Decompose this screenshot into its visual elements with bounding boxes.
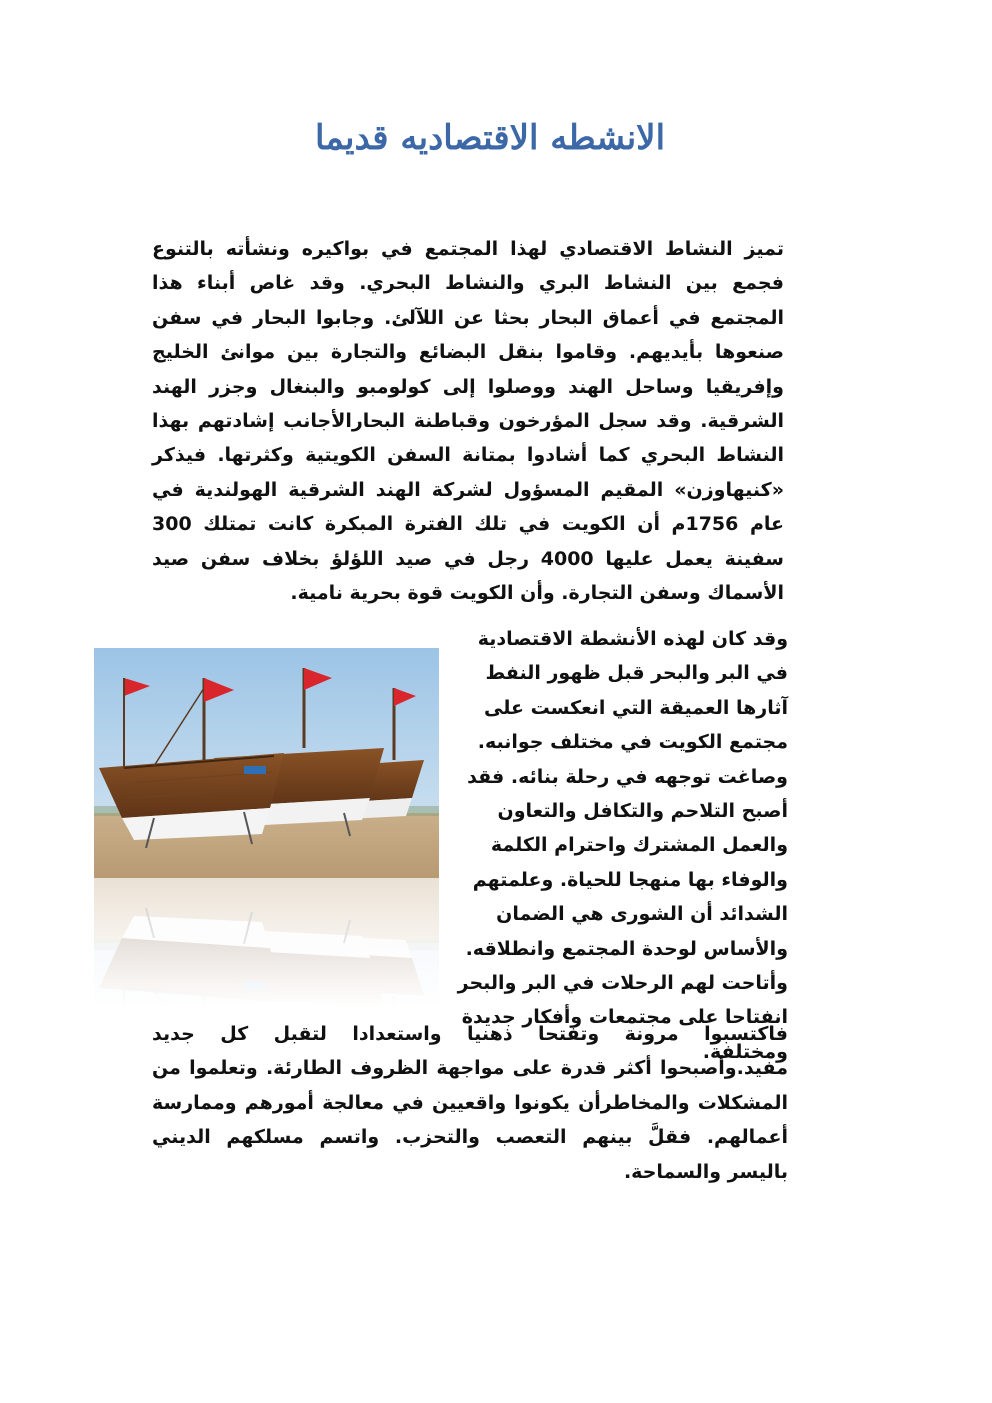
- paragraph-effects: وقد كان لهذه الأنشطة الاقتصادية في البر والبحر قبل ظهور النفط آثارها العميقة التي انعكست على مجتمع الكويت في مختلف جوانبه. وصاغت توجهه في رحلة بنائه. فقد أصبح التلاحم والتكافل والتعاون والعمل المشترك واحترام الكلمة والوفاء بها منهجا للحياة. وعلمتهم الشدائد أن الشورى هي الضمان والأساس لوحدة المجتمع وانطلاقه. وأتاحت لهم الرحلات في البر والبحر انفتاحا على مجتمعات وأفكار جديدة ومختلفة.: [457, 628, 788, 1063]
- paragraph-conclusion: فاكتسبوا مرونة وتفتحا ذهنيا واستعدادا لتقبل كل جديد مفيد.وأصبحوا أكثر قدرة على مواجهة الظروف الطارئة. وتعلموا من المشكلات والمخاطرأن يكونوا واقعيين في معالجة أمورهم وممارسة أعمالهم. فقلَّ بينهم التعصب والتحزب. واتسم مسلكهم الديني باليسر والسماحة.: [152, 1023, 788, 1183]
- page-title: الانشطه الاقتصاديه قديما: [314, 118, 666, 158]
- paragraph-intro: تميز النشاط الاقتصادي لهذا المجتمع في بواكيره ونشأته بالتنوع فجمع بين النشاط البري والنشاط البحري. وقد غاص أبناء هذا المجتمع في أعماق البحار بحثا عن اللآلئ. وجابوا البحار في سفن صنعوها بأيديهم. وقاموا بنقل البضائع والتجارة بين موانئ الخليج وإفريقيا وساحل الهند ووصلوا إلى كولومبو والبنغال وجزر الهند الشرقية. وقد سجل المؤرخون وقباطنة البحارالأجانب إشادتهم بهذا النشاط البحري كما أشادوا بمتانة السفن الكويتية وكثرتها. فيذكر «كنيهاوزن» المقيم المسؤول لشركة الهند الشرقية الهولندية في عام 1756م أن الكويت في تلك الفترة المبكرة كانت تمتلك 300 سفينة يعمل عليها 4000 رجل في صيد اللؤلؤ بخلاف سفن صيد الأسماك وسفن التجارة. وأن الكويت قوة بحرية نامية.: [152, 238, 784, 605]
- dhow-boats-photo: [94, 648, 439, 1008]
